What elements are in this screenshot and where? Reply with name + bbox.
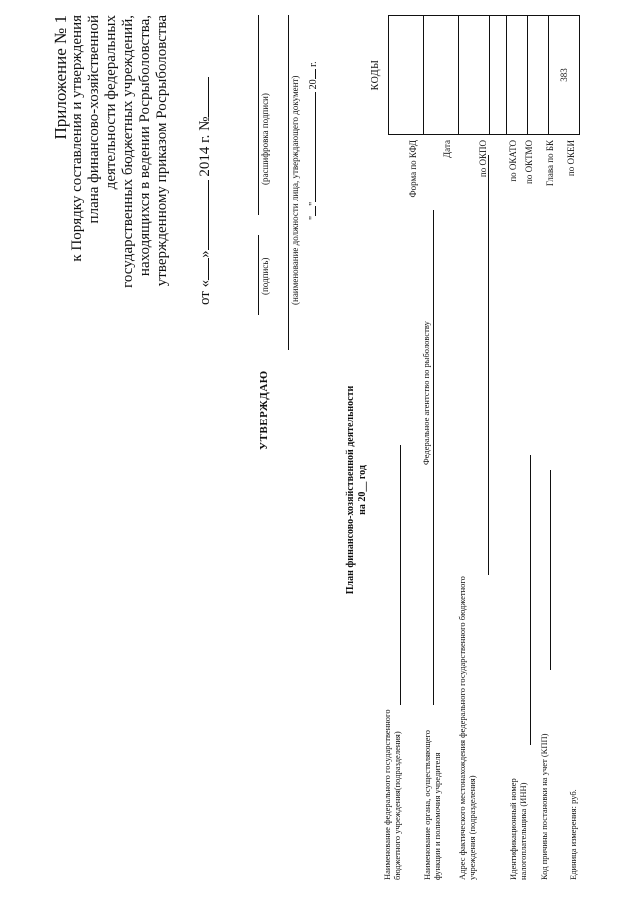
appendix-line: государственных бюджетных учреждений,: [120, 15, 136, 288]
plan-title-block: [345, 295, 369, 685]
code-cell[interactable]: [459, 16, 490, 135]
founder-label: Наименование органа, осуществляющего функции и полномочия учредителя: [422, 729, 442, 880]
appendix-line: находящихся в ведении Росрыболовства,: [137, 15, 153, 277]
code-cell[interactable]: [424, 16, 459, 135]
code-label-okpo: по ОКПО: [478, 140, 488, 178]
code-cell[interactable]: [528, 16, 549, 135]
address-label: Адрес фактического местонахождения федерального государственного бюджетного учреждения (подразделения): [457, 576, 477, 880]
plan-subtitle: на 20__ год: [357, 465, 368, 515]
appendix-header: [52, 15, 171, 335]
plan-title: План финансово-хозяйственной деятельности: [345, 385, 356, 595]
position-caption: (наименование должности лица, утверждающего документ): [290, 75, 300, 305]
code-label-date: Дата: [442, 140, 452, 158]
code-label-okei: по ОКЕИ: [566, 140, 576, 177]
codes-table: [388, 15, 580, 135]
date-prefix: от «: [197, 279, 213, 305]
year-blank: [315, 69, 316, 79]
date-year: 20: [308, 79, 319, 90]
month-blank: [315, 92, 316, 202]
unit-label: Единица измерения: руб.: [568, 789, 578, 880]
appendix-line: к Порядку составления и утверждения: [69, 15, 85, 262]
quote-close: ": [308, 201, 319, 206]
appendix-date: [196, 15, 214, 305]
decoding-line: [258, 15, 259, 215]
appendix-line: деятельности федеральных: [103, 15, 119, 190]
signature-line: [258, 235, 259, 315]
day-blank: [315, 206, 316, 216]
decoding-caption: (расшифровка подписи): [260, 93, 270, 185]
code-cell[interactable]: [490, 16, 507, 135]
code-cell[interactable]: [389, 16, 424, 135]
inn-label: Идентификационный номер налогоплательщика (ИНН): [508, 778, 528, 880]
date-mid: »: [197, 250, 213, 258]
date-year: 2014 г. №: [197, 116, 213, 177]
position-line: [288, 15, 289, 350]
institution-line: [400, 445, 401, 705]
codes-title: КОДЫ: [370, 59, 381, 91]
appendix-line: Приложение № 1: [51, 15, 70, 140]
code-label-oktmo: по ОКТМО: [524, 140, 534, 184]
quote-open: ": [308, 215, 319, 220]
signature-caption: (подпись): [260, 257, 270, 295]
address-line: [488, 155, 489, 575]
day-blank: [196, 258, 209, 280]
kpp-line: [550, 470, 551, 670]
month-blank: [196, 180, 209, 250]
founder-line: [433, 210, 434, 705]
approval-title: УТВЕРЖДАЮ: [258, 370, 270, 450]
code-label-bk: Глава по БК: [545, 140, 555, 187]
code-cell[interactable]: [507, 16, 528, 135]
institution-label: Наименование федерального государственного бюджетного учреждения(подразделения): [382, 709, 402, 880]
code-label-kfd: Форма по КФД: [408, 140, 418, 198]
code-label-okato: по ОКАТО: [508, 140, 518, 182]
code-cell-okei[interactable]: 383: [549, 16, 580, 135]
appendix-line: плана финансово-хозяйственной: [86, 15, 102, 224]
number-blank: [196, 77, 209, 117]
date-suffix: г.: [308, 61, 319, 67]
approval-date: [308, 61, 319, 220]
appendix-line: утвержденному приказом Росрыболовства: [154, 15, 170, 287]
inn-line: [530, 455, 531, 745]
kpp-label: Код причины постановки на учет (КПП): [539, 733, 549, 880]
founder-value: Федеральное агентство по рыболовству: [421, 321, 431, 465]
